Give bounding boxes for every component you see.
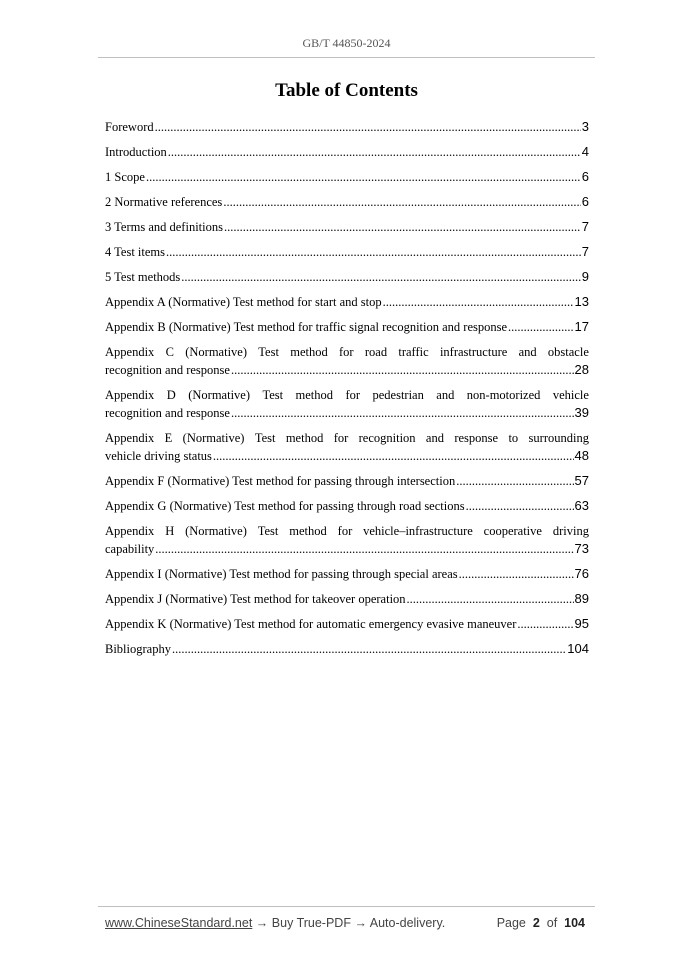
toc-entry[interactable] <box>105 522 589 558</box>
toc-word: Appendix <box>105 524 155 538</box>
toc-page-number: 63 <box>574 498 589 513</box>
toc-word: non-motorized <box>466 388 541 402</box>
dot-leader <box>155 118 581 136</box>
toc-page-number: 73 <box>574 541 589 556</box>
dot-leader <box>166 243 581 261</box>
toc-entry[interactable] <box>105 293 589 311</box>
toc-word: recognition <box>358 431 416 445</box>
toc-page-number: 95 <box>574 616 589 631</box>
dot-leader <box>508 318 573 336</box>
toc-word: to <box>508 431 519 445</box>
toc-page-number: 17 <box>574 319 589 334</box>
toc-entry-label: Appendix B (Normative) Test method for traffic signal recognition and response <box>105 320 508 334</box>
toc-entry-label: 2 Normative references <box>105 195 223 209</box>
toc-word: method <box>295 388 334 402</box>
toc-entry[interactable] <box>105 168 589 186</box>
toc-word: E <box>164 431 173 445</box>
toc-entry-label: 5 Test methods <box>105 270 181 284</box>
dot-leader <box>181 268 580 286</box>
toc-entry[interactable] <box>105 268 589 286</box>
footer-left <box>105 916 445 930</box>
toc-word: H <box>165 524 175 538</box>
page-label: Page <box>496 916 526 930</box>
toc-word: method <box>290 345 328 359</box>
toc-word: Appendix <box>105 431 155 445</box>
toc-entry-label-line1 <box>105 386 589 404</box>
toc-entry[interactable] <box>105 318 589 336</box>
toc-word: and <box>436 388 455 402</box>
toc-entry-label: 3 Terms and definitions <box>105 220 223 234</box>
dot-leader <box>517 615 573 633</box>
toc-entry-label: Appendix K (Normative) Test method for automatic emergency evasive maneuver <box>105 617 517 631</box>
dot-leader <box>168 143 581 161</box>
arrow-icon: → <box>354 916 367 930</box>
dot-leader <box>231 404 574 422</box>
toc-entry[interactable] <box>105 143 589 161</box>
toc-entry-label: recognition and response <box>105 406 230 420</box>
dot-leader <box>172 640 566 658</box>
toc-word: C <box>165 345 174 359</box>
page-of-label: of <box>546 916 558 930</box>
toc-word: road <box>364 345 388 359</box>
toc-entry-label-line1 <box>105 522 589 540</box>
toc-entry[interactable] <box>105 343 589 379</box>
toc-page-number: 3 <box>581 119 589 134</box>
toc-entry[interactable] <box>105 429 589 465</box>
toc-entry[interactable] <box>105 243 589 261</box>
toc-word: Test <box>257 524 279 538</box>
toc-entry[interactable] <box>105 218 589 236</box>
auto-delivery-text: Auto-delivery. <box>369 916 446 930</box>
toc-word: traffic <box>398 345 429 359</box>
toc-entry-label: recognition and response <box>105 363 230 377</box>
toc-word: obstacle <box>547 345 589 359</box>
dot-leader <box>155 540 573 558</box>
toc-entry-label-line2 <box>105 361 589 379</box>
toc-entry-label: 1 Scope <box>105 170 145 184</box>
toc-entry-label-line1 <box>105 343 589 361</box>
toc-entry[interactable] <box>105 472 589 490</box>
toc-page-number: 6 <box>581 169 589 184</box>
toc-page-number: 48 <box>574 448 589 463</box>
toc-entry-label: Appendix I (Normative) Test method for passing through special areas <box>105 567 458 581</box>
toc-word: for <box>337 524 353 538</box>
toc-word: (Normative) <box>188 388 250 402</box>
page-title: Table of Contents <box>275 80 418 101</box>
toc-word: surrounding <box>528 431 589 445</box>
toc-word: Test <box>262 388 284 402</box>
dot-leader <box>223 193 580 211</box>
toc-word: method <box>285 431 324 445</box>
toc-entry-label: Appendix A (Normative) Test method for start and stop <box>105 295 382 309</box>
toc-entry-label: Appendix F (Normative) Test method for passing through intersection <box>105 474 456 488</box>
header-divider <box>98 57 595 58</box>
dot-leader <box>213 447 574 465</box>
toc-entry-label: Appendix J (Normative) Test method for takeover operation <box>105 592 406 606</box>
toc-entry[interactable] <box>105 590 589 608</box>
toc-word: driving <box>552 524 589 538</box>
toc-word: for <box>345 388 361 402</box>
total-pages: 104 <box>564 916 585 930</box>
toc-page-number: 57 <box>574 473 589 488</box>
toc-word: pedestrian <box>372 388 424 402</box>
table-of-contents <box>105 118 589 665</box>
toc-word: (Normative) <box>185 345 247 359</box>
current-page: 2 <box>532 916 540 930</box>
toc-word: (Normative) <box>182 431 245 445</box>
toc-page-number: 76 <box>574 566 589 581</box>
toc-entry-label: Introduction <box>105 145 167 159</box>
toc-word: and <box>425 431 444 445</box>
arrow-icon: → <box>255 916 269 930</box>
toc-word: method <box>289 524 327 538</box>
dot-leader <box>383 293 574 311</box>
toc-entry[interactable] <box>105 565 589 583</box>
toc-entry-label: Appendix G (Normative) Test method for passing through road sections <box>105 499 465 513</box>
toc-word: Test <box>258 345 279 359</box>
page-counter <box>497 916 585 930</box>
toc-word: infrastructure <box>439 345 508 359</box>
toc-page-number: 4 <box>581 144 589 159</box>
toc-entry-label: vehicle driving status <box>105 449 212 463</box>
footer-divider <box>98 906 595 907</box>
toc-page-number: 7 <box>581 244 589 259</box>
toc-word: Test <box>254 431 276 445</box>
toc-entry[interactable] <box>105 118 589 136</box>
toc-page-number: 7 <box>581 219 589 234</box>
toc-word: cooperative <box>483 524 542 538</box>
toc-entry-label-line1 <box>105 429 589 447</box>
toc-word: and <box>518 345 537 359</box>
toc-entry[interactable] <box>105 497 589 515</box>
toc-word: response <box>454 431 499 445</box>
toc-page-number: 39 <box>574 405 589 420</box>
dot-leader <box>224 218 581 236</box>
document-id-header: GB/T 44850-2024 <box>302 36 391 50</box>
toc-word: Appendix <box>105 388 155 402</box>
dot-leader <box>466 497 574 515</box>
toc-entry[interactable] <box>105 386 589 422</box>
toc-page-number: 89 <box>574 591 589 606</box>
toc-entry[interactable] <box>105 193 589 211</box>
buy-pdf-text: Buy True-PDF <box>271 916 351 930</box>
toc-word: Appendix <box>105 345 155 359</box>
toc-word: for <box>339 345 354 359</box>
site-link[interactable]: www.ChineseStandard.net <box>105 916 253 930</box>
dot-leader <box>231 361 574 379</box>
toc-page-number: 9 <box>581 269 589 284</box>
toc-entry-label: 4 Test items <box>105 245 166 259</box>
toc-word: vehicle <box>552 388 589 402</box>
toc-word: (Normative) <box>185 524 247 538</box>
toc-entry-label-line2 <box>105 540 589 558</box>
dot-leader <box>459 565 574 583</box>
toc-page-number: 28 <box>574 362 589 377</box>
toc-entry[interactable] <box>105 615 589 633</box>
toc-entry-label: Bibliography <box>105 642 171 656</box>
toc-page-number: 13 <box>574 294 589 309</box>
toc-word: D <box>166 388 176 402</box>
toc-entry-label: Foreword <box>105 120 154 134</box>
toc-entry-label-line2 <box>105 447 589 465</box>
toc-word: for <box>333 431 349 445</box>
toc-word: vehicle–infrastructure <box>363 524 473 538</box>
toc-page-number: 104 <box>567 641 589 656</box>
dot-leader <box>456 472 573 490</box>
toc-entry-label: capability <box>105 542 155 556</box>
dot-leader <box>146 168 581 186</box>
toc-page-number: 6 <box>581 194 589 209</box>
toc-entry[interactable] <box>105 640 589 658</box>
toc-entry-label-line2 <box>105 404 589 422</box>
dot-leader <box>407 590 574 608</box>
